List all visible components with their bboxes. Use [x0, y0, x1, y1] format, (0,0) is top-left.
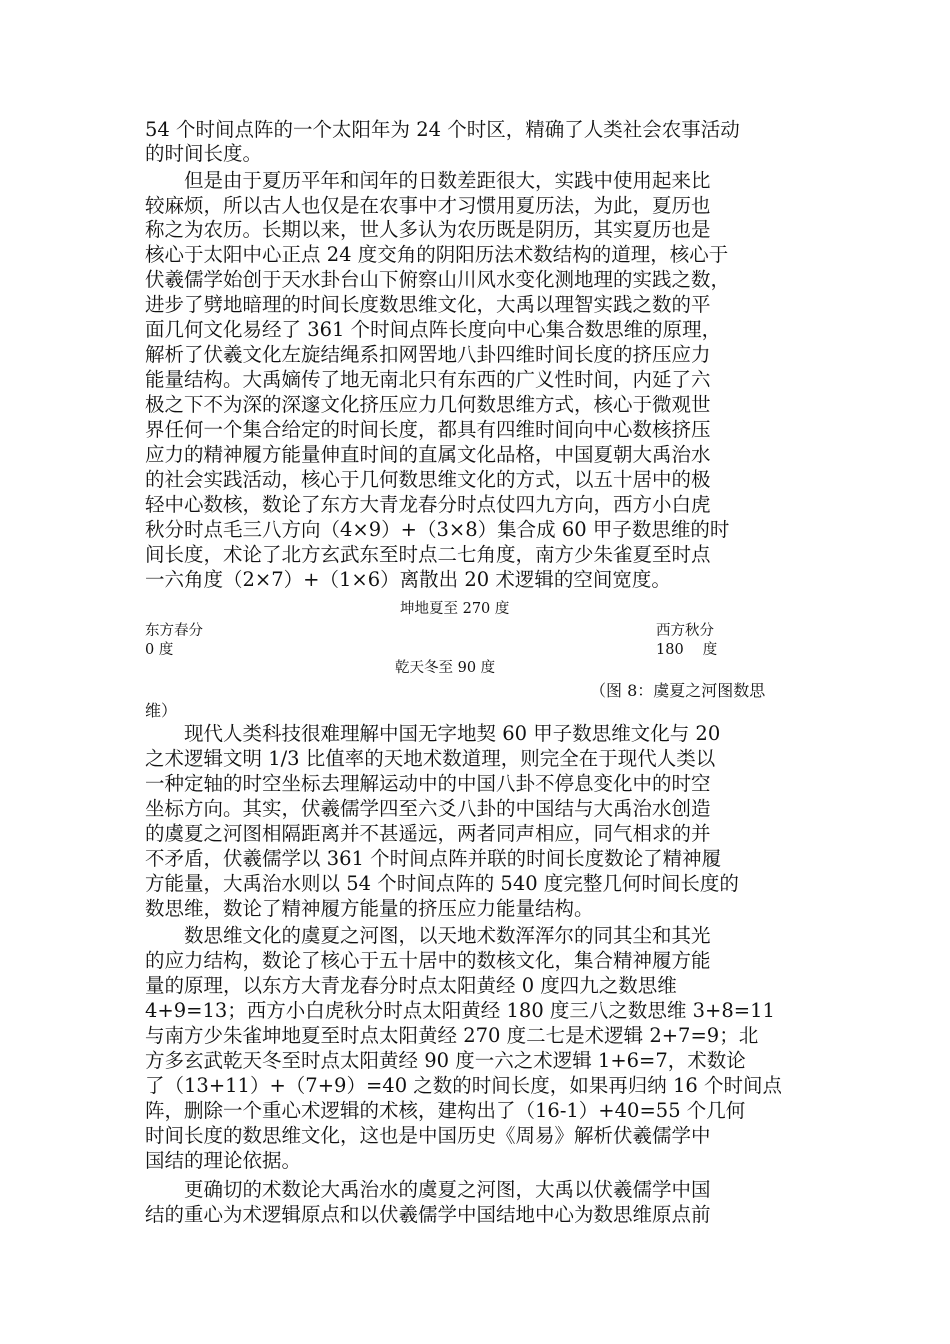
diagram-right-label: 西方秋分: [656, 623, 714, 639]
text-line: 时间长度的数思维文化，这也是中国历史《周易》解析伏羲儒学中: [145, 1124, 711, 1147]
text-line: 的应力结构，数论了核心于五十居中的数核文化，集合精神履方能: [145, 949, 711, 972]
text-line: 国结的理论依据。: [145, 1149, 302, 1172]
text-line: 核心于太阳中心正点 24 度交角的阴阳历法术数结构的道理，核心于: [145, 243, 729, 266]
text-line: 方多玄武乾天冬至时点太阳黄经 90 度一六之术逻辑 1+6=7，术数论: [145, 1049, 746, 1072]
text-line: 间长度，术论了北方玄武东至时点二七角度，南方少朱雀夏至时点: [145, 543, 711, 566]
text-line: 现代人类科技很难理解中国无字地契 60 甲子数思维文化与 20: [145, 722, 721, 745]
text-line: 解析了伏羲文化左旋结绳系扣网罟地八卦四维时间长度的挤压应力: [145, 343, 711, 366]
text-line: 进步了劈地暗理的时间长度数思维文化，大禹以理智实践之数的平: [145, 293, 711, 316]
text-line: 秋分时点毛三八方向（4×9）+（3×8）集合成 60 甲子数思维的时: [145, 518, 730, 541]
text-line: 一六角度（2×7）+（1×6）离散出 20 术逻辑的空间宽度。: [145, 568, 671, 591]
text-line: 界任何一个集合给定的时间长度，都具有四维时间向中心数核挤压: [145, 418, 711, 441]
text-line: 的时间长度。: [145, 142, 263, 165]
text-line: 量的原理，以东方大青龙春分时点太阳黄经 0 度四九之数思维: [145, 974, 677, 997]
text-line: 数思维，数论了精神履方能量的挤压应力能量结构。: [145, 897, 594, 920]
text-line: 方能量，大禹治水则以 54 个时间点阵的 540 度完整几何时间长度的: [145, 872, 739, 895]
text-line: 但是由于夏历平年和闰年的日数差距很大，实践中使用起来比: [145, 169, 711, 192]
text-line: 4+9=13；西方小白虎秋分时点太阳黄经 180 度三八之数思维 3+8=11: [145, 999, 775, 1022]
figure-caption: （图 8：虞夏之河图数思: [590, 681, 766, 700]
text-line: 的社会实践活动，核心于几何数思维文化的方式，以五十居中的极: [145, 468, 711, 491]
text-line: 较麻烦，所以古人也仅是在农事中才习惯用夏历法，为此，夏历也: [145, 194, 711, 217]
diagram-top-label: 坤地夏至 270 度: [400, 601, 510, 617]
text-line: 坐标方向。其实，伏羲儒学四至六爻八卦的中国结与大禹治水创造: [145, 797, 711, 820]
text-line: 了（13+11）+（7+9）=40 之数的时间长度，如果再归纳 16 个时间点: [145, 1074, 783, 1097]
text-line: 能量结构。大禹嫡传了地无南北只有东西的广义性时间，内延了六: [145, 368, 711, 391]
text-line: 数思维文化的虞夏之河图，以天地术数浑浑尔的同其尘和其光: [145, 924, 711, 947]
text-line: 伏羲儒学始创于天水卦台山下俯察山川风水变化测地理的实践之数，: [145, 268, 731, 291]
text-line: 54 个时间点阵的一个太阳年为 24 个时区，精确了人类社会农事活动: [145, 118, 740, 141]
diagram-bottom-label: 乾天冬至 90 度: [395, 660, 496, 676]
text-line: 一种定轴的时空坐标去理解运动中的中国八卦不停息变化中的时空: [145, 772, 711, 795]
text-line: 的虞夏之河图相隔距离并不甚遥远，两者同声相应，同气相求的并: [145, 822, 711, 845]
figure-caption-continued: 维）: [145, 701, 178, 720]
text-line: 更确切的术数论大禹治水的虞夏之河图，大禹以伏羲儒学中国: [145, 1178, 711, 1201]
text-line: 之术逻辑文明 1/3 比值率的天地术数道理，则完全在于现代人类以: [145, 747, 716, 770]
diagram-left-degree: 0 度: [145, 642, 174, 658]
text-line: 与南方少朱雀坤地夏至时点太阳黄经 270 度二七是术逻辑 2+7=9；北: [145, 1024, 759, 1047]
text-line: 应力的精神履方能量伸直时间的直属文化品格，中国夏朝大禹治水: [145, 443, 711, 466]
text-line: 面几何文化易经了 361 个时间点阵长度向中心集合数思维的原理，: [145, 318, 722, 341]
text-line: 结的重心为术逻辑原点和以伏羲儒学中国结地中心为数思维原点前: [145, 1203, 711, 1226]
text-line: 轻中心数核，数论了东方大青龙春分时点仗四九方向，西方小白虎: [145, 493, 711, 516]
text-line: 称之为农历。长期以来，世人多认为农历既是阴历，其实夏历也是: [145, 218, 711, 241]
text-line: 极之下不为深的深邃文化挤压应力几何数思维方式，核心于微观世: [145, 393, 711, 416]
diagram-left-label: 东方春分: [145, 623, 203, 639]
text-line: 不矛盾，伏羲儒学以 361 个时间点阵并联的时间长度数论了精神履: [145, 847, 722, 870]
diagram-right-degree: 180 度: [656, 642, 718, 658]
text-line: 阵，删除一个重心术逻辑的术核，建构出了（16-1）+40=55 个几何: [145, 1099, 746, 1122]
